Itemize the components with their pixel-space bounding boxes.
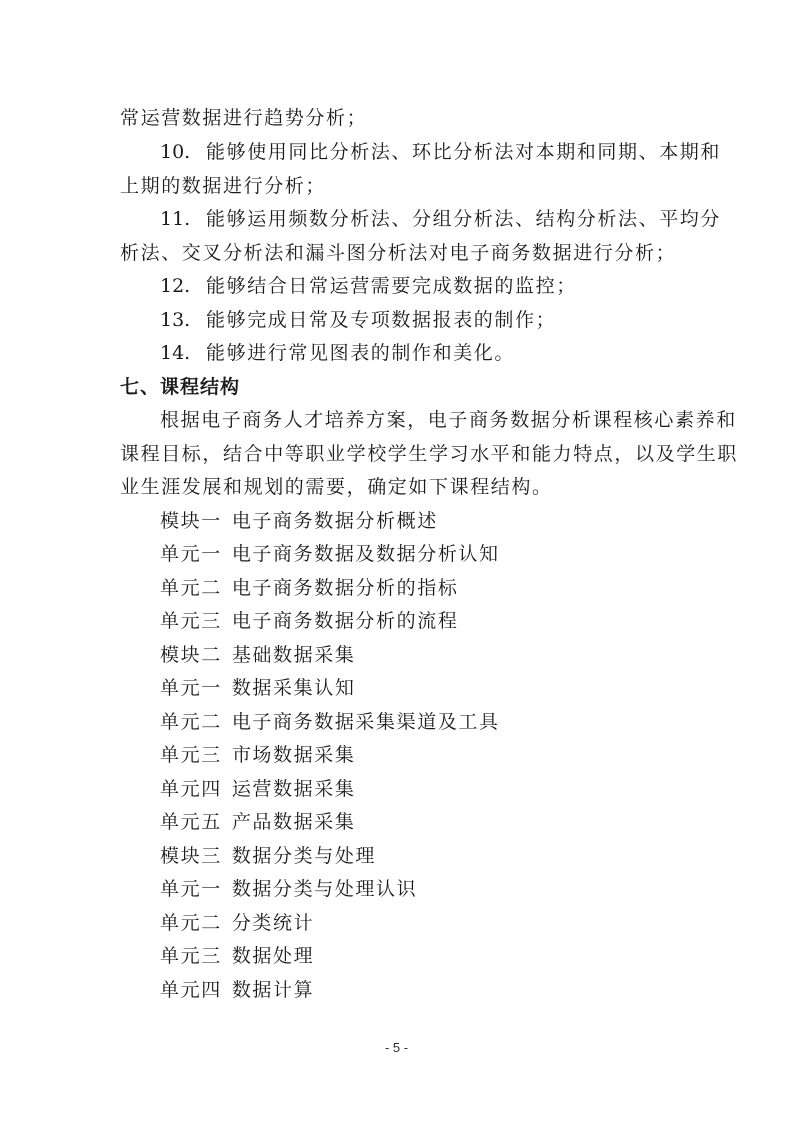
structure-item [160,876,720,902]
structure-title: 电子商务数据分析的流程 [231,610,459,632]
list-item-12 [160,273,720,299]
structure-label: 单元三 [160,610,222,632]
list-item-14 [160,340,720,366]
list-item-text: 能够完成日常及专项数据报表的制作； [206,309,557,331]
structure-item [160,642,720,668]
structure-title: 电子商务数据采集渠道及工具 [231,711,500,733]
structure-title: 运营数据采集 [231,778,356,800]
structure-item [160,809,720,835]
structure-item [160,675,720,701]
structure-label: 单元三 [160,945,222,967]
structure-title: 市场数据采集 [231,744,356,766]
section-heading: 七、课程结构 [120,376,241,398]
list-item-11 [160,206,720,232]
structure-item [160,776,720,802]
list-item-text: 能够结合日常运营需要完成数据的监控； [206,275,577,297]
structure-item [160,977,720,1003]
list-item-text: 能够运用频数分析法、分组分析法、结构分析法、平均分 [206,208,722,230]
structure-label: 模块二 [160,644,222,666]
structure-label: 单元二 [160,577,222,599]
structure-item [160,742,720,768]
structure-title: 产品数据采集 [231,811,356,833]
structure-label: 单元四 [160,778,222,800]
paragraph-line-2: 课程目标，结合中等职业学校学生学习水平和能力特点，以及学生职 [120,443,739,465]
structure-title: 分类统计 [231,912,315,934]
structure-label: 单元一 [160,543,222,565]
list-item-text: 能够进行常见图表的制作和美化。 [206,342,516,364]
structure-label: 单元二 [160,912,222,934]
list-item-number: 13. [160,309,191,331]
structure-title: 数据采集认知 [231,677,356,699]
body-line-continuation: 常运营数据进行趋势分析； [120,107,368,129]
structure-title: 基础数据采集 [231,644,356,666]
structure-item [160,575,720,601]
structure-title: 电子商务数据及数据分析认知 [231,543,500,565]
structure-item [160,608,720,634]
structure-title: 电子商务数据分析概述 [231,510,438,532]
structure-item [160,508,720,534]
paragraph-line-3: 业生涯发展和规划的需要，确定如下课程结构。 [120,476,553,498]
paragraph-line-1: 根据电子商务人才培养方案，电子商务数据分析课程核心素养和 [160,409,737,431]
structure-title: 电子商务数据分析的指标 [231,577,459,599]
structure-label: 模块三 [160,845,222,867]
structure-item [160,843,720,869]
structure-title: 数据分类与处理 [231,845,377,867]
list-item-10 [160,139,720,165]
structure-label: 单元一 [160,878,222,900]
list-item-number: 12. [160,275,191,297]
list-item-number: 11. [160,208,191,230]
structure-label: 单元五 [160,811,222,833]
list-item-text: 能够使用同比分析法、环比分析法对本期和同期、本期和 [206,141,722,163]
list-item-number: 14. [160,342,191,364]
structure-item [160,709,720,735]
structure-label: 单元二 [160,711,222,733]
list-item-13 [160,307,720,333]
structure-item [160,943,720,969]
structure-item [160,541,720,567]
list-item-number: 10. [160,141,191,163]
structure-title: 数据计算 [231,979,315,1001]
structure-item [160,910,720,936]
page-number: - 5 - [384,1040,409,1055]
structure-label: 单元三 [160,744,222,766]
list-item-10-continuation: 上期的数据进行分析； [120,175,327,197]
list-item-11-continuation: 析法、交叉分析法和漏斗图分析法对电子商务数据进行分析； [120,242,677,264]
structure-label: 单元一 [160,677,222,699]
structure-title: 数据分类与处理认识 [231,878,418,900]
structure-label: 模块一 [160,510,222,532]
structure-label: 单元四 [160,979,222,1001]
structure-title: 数据处理 [231,945,315,967]
